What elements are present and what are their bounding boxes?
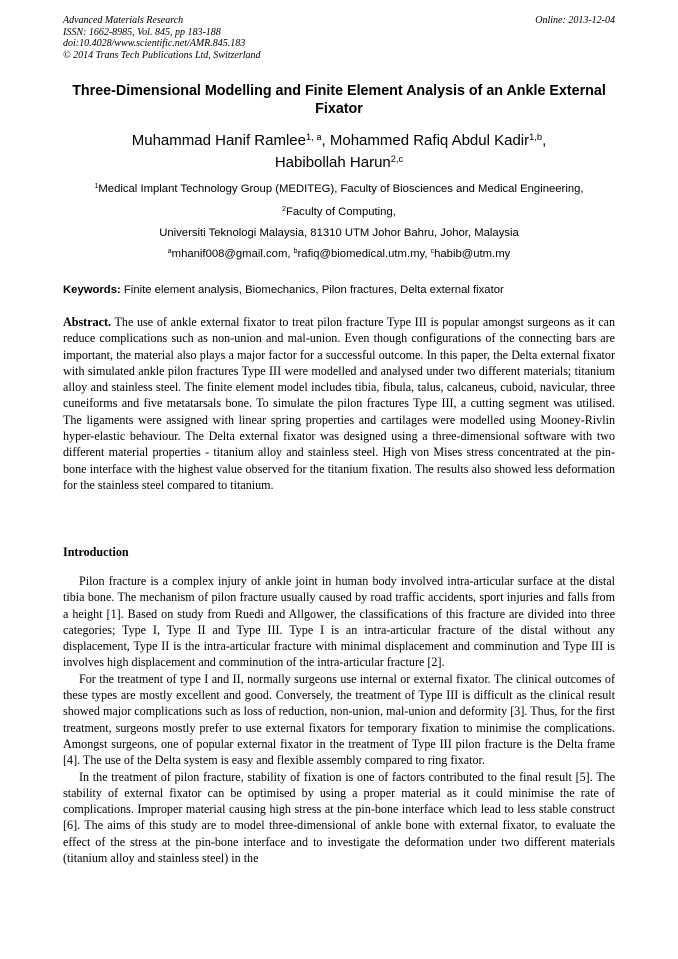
author-sup: 1, a <box>306 131 322 142</box>
author-sup: 2,c <box>390 153 404 164</box>
paper-title: Three-Dimensional Modelling and Finite Element Analysis of an Ankle External Fixator <box>72 83 606 117</box>
paragraph: For the treatment of type I and II, normally surgeons use internal or external fixator. The clinical outcomes of these types are mostly excellent and good. Conversely, the treatment of Type III is difficult as the clinical result showed major complications such as loss of reduction, non-union, mal-union and deformity [3]. Thus, for the first treatment, surgeons mostly prefer to use external fixators for temporary fixation to minimise the complications. Amongst surgeons, one of popular external fixator in the treatment of Type III pilon fracture is the Delta frame [4]. The use of the Delta system is easy and flexible assembly compared to ring fixator. <box>63 671 615 768</box>
author-name: Muhammad Hanif Ramlee <box>131 132 306 149</box>
keywords-text: Finite element analysis, Biomechanics, Pilon fractures, Delta external fixator <box>120 284 504 296</box>
affiliation-2 <box>63 205 615 219</box>
author-list <box>63 130 615 174</box>
copyright-line: © 2014 Trans Tech Publications Ltd, Switzerland <box>63 49 261 61</box>
abstract-text: The use of ankle external fixator to treat pilon fracture Type III is popular amongst surgeons as it can reduce complications such as non-union and mal-union. Even though configurations of the connecting bars are important, the material also plays a major factor for a successful outcome. In this paper, the Delta external fixator with simulated ankle pilon fractures Type III were modelled and analysed under two different materials; titanium alloy and stainless steel. The finite element model includes tibia, fibula, talus, calcaneus, cuboid, navicular, three cuneiforms and five metatarsals bone. To simulate the pilon fractures Type III, a cutting segment was utilised. The ligaments were assigned with linear spring properties and cartilages were modelled using Mooney-Rivlin hyper-elastic behaviour. The Delta external fixator was designed using a three-dimensional software with two different material properties - titanium alloy and stainless steel. High von Mises stress concentrated at the pin-bone interface with the highest value observed for the titanium fixation. The results also showed less deformation for the stainless steel compared to titanium. <box>63 315 615 492</box>
affiliation-sup: 1 <box>94 183 99 191</box>
author-separator: , <box>321 132 330 149</box>
email-a: mhanif008@gmail.com, <box>171 248 294 260</box>
doi-line: doi:10.4028/www.scientific.net/AMR.845.183 <box>63 38 246 49</box>
issn-line: ISSN: 1662-8985, Vol. 845, pp 183-188 <box>63 26 221 38</box>
journal-header <box>63 15 261 61</box>
section-heading-introduction: Introduction <box>63 545 129 559</box>
abstract-label: Abstract. <box>63 315 112 329</box>
affiliation-address: Universiti Teknologi Malaysia, 81310 UTM Johor Bahru, Johor, Malaysia <box>159 227 519 239</box>
author-name: Mohammed Rafiq Abdul Kadir <box>329 132 530 149</box>
journal-name: Advanced Materials Research <box>63 15 184 26</box>
keywords-label: Keywords: <box>63 284 121 296</box>
abstract <box>63 314 615 493</box>
paragraph: In the treatment of pilon fracture, stability of fixation is one of factors contributed to the final result [5]. The stability of external fixator can be optimised by using a proper material as it could minimise the rate of complications. Improper material causing high stress at the pin-bone interface which lead to less stable construct [6]. The aims of this study are to model three-dimensional of ankle bone with external fixator, to evaluate the effect of the stress at the pin-bone interface and to investigate the deformation under two different materials (titanium alloy and stainless steel) in the <box>63 769 615 866</box>
email-c: habib@utm.my <box>434 248 511 260</box>
email-sup: a <box>167 248 172 256</box>
paragraph: Pilon fracture is a complex injury of ankle joint in human body involved intra-articular surface at the distal tibia bone. The mechanism of pilon fracture usually caused by road traffic accidents, sport injuries and falls from a height [1]. Based on study from Ruedi and Allgower, the classifications of this fracture are divided into three categories; Type I, Type II and Type III. Type I is an intra-articular fracture of the distal without any displacement, Type II is the intra-articular fracture with minimal displacement and comminution and Type III is involves high displacement and comminution of the intra-articular fracture [2]. <box>63 574 615 670</box>
author-sup: 1,b <box>529 131 543 142</box>
introduction-body <box>63 573 615 866</box>
affiliation-sup: 2 <box>282 206 286 214</box>
email-line <box>63 247 615 261</box>
email-sup: b <box>293 248 298 256</box>
affiliation-1 <box>63 182 615 196</box>
email-sup: c <box>430 248 435 256</box>
email-b: rafiq@biomedical.utm.my, <box>297 248 431 260</box>
online-date: Online: 2013-12-04 <box>535 15 615 26</box>
author-name: Habibollah Harun <box>274 154 391 171</box>
affiliation-text: Medical Implant Technology Group (MEDITEG), Faculty of Biosciences and Medical Engineering, <box>98 183 584 195</box>
author-separator: , <box>542 132 547 149</box>
affiliation-text: Faculty of Computing, <box>286 206 396 218</box>
keywords <box>63 283 615 297</box>
